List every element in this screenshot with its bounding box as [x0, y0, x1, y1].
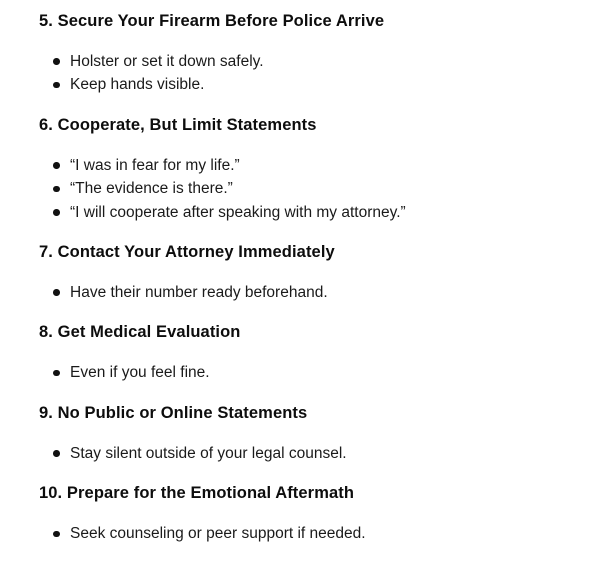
list-item: [39, 177, 576, 200]
bullet-icon: [53, 186, 60, 193]
section-contact-attorney: [39, 241, 576, 304]
section-emotional-aftermath: [39, 482, 576, 545]
list-item: [39, 201, 576, 224]
section-heading: 6. Cooperate, But Limit Statements: [39, 115, 317, 134]
list-item: [39, 522, 576, 545]
bullet-list: [39, 361, 576, 384]
bullet-icon: [53, 289, 60, 296]
list-item-text: Seek counseling or peer support if needed.: [70, 525, 366, 543]
section-heading: 7. Contact Your Attorney Immediately: [39, 243, 335, 262]
bullet-icon: [53, 82, 60, 89]
list-item-text: “I was in fear for my life.”: [70, 156, 240, 174]
bullet-icon: [53, 370, 60, 377]
section-no-public-statements: [39, 402, 576, 465]
bullet-list: [39, 442, 576, 465]
bullet-list: [39, 154, 576, 224]
list-item-text: “I will cooperate after speaking with my attorney.”: [70, 203, 406, 221]
section-cooperate-limit-statements: [39, 114, 576, 224]
list-item-text: Holster or set it down safely.: [70, 53, 264, 70]
list-item: [39, 73, 576, 96]
bullet-icon: [53, 531, 60, 538]
section-secure-firearm: [39, 10, 576, 97]
list-item: [39, 281, 576, 304]
section-heading: 8. Get Medical Evaluation: [39, 323, 241, 342]
list-item-text: Even if you feel fine.: [70, 364, 210, 382]
bullet-list: [39, 281, 576, 304]
section-heading: 9. No Public or Online Statements: [39, 403, 308, 422]
list-item-text: Have their number ready beforehand.: [70, 284, 328, 302]
list-item-text: “The evidence is there.”: [70, 180, 233, 198]
list-item: [39, 50, 576, 73]
list-item-text: Keep hands visible.: [70, 76, 205, 94]
list-item: [39, 361, 576, 384]
section-medical-evaluation: [39, 321, 576, 384]
bullet-list: [39, 522, 576, 545]
bullet-list: [39, 50, 576, 97]
list-item-text: Stay silent outside of your legal counsel.: [70, 444, 347, 462]
bullet-icon: [53, 450, 60, 457]
section-heading: 10. Prepare for the Emotional Aftermath: [39, 484, 355, 503]
bullet-icon: [53, 58, 60, 65]
bullet-icon: [53, 162, 60, 169]
section-heading: 5. Secure Your Firearm Before Police Arrive: [39, 12, 385, 30]
list-item: [39, 154, 576, 177]
bullet-icon: [53, 209, 60, 216]
list-item: [39, 442, 576, 465]
